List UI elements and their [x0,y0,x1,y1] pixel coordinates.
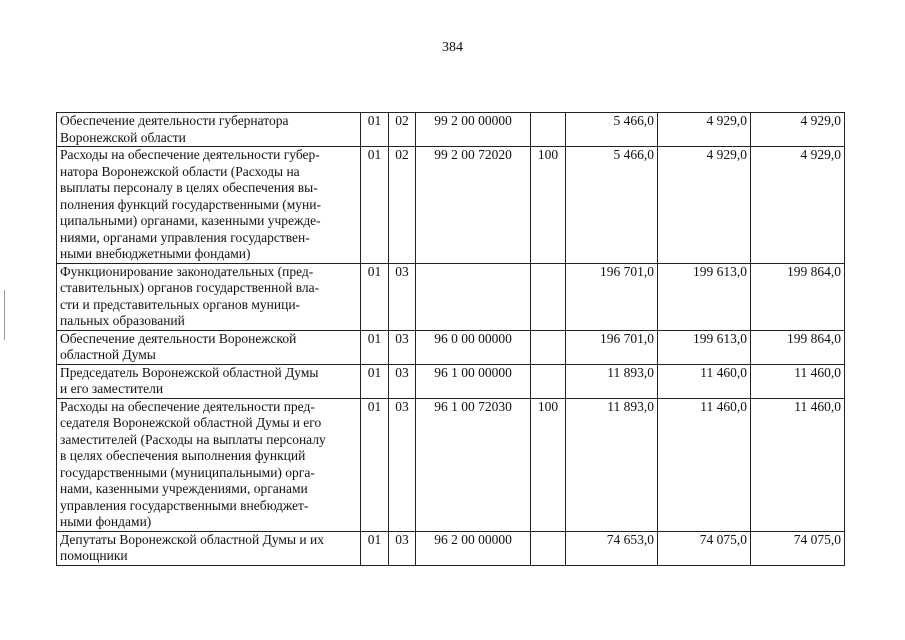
table-row [57,398,845,531]
row-name-cell [57,398,361,531]
amount-year-3-cell: 199 864,0 [751,330,845,364]
target-article-cell [416,263,531,330]
row-name-line: областной Думы [60,347,156,362]
row-name-line: ными внебюджетными фондами) [60,246,251,261]
row-name-line: нами, казенными учреждениями, органами [60,481,308,496]
amount-year-3-cell: 11 460,0 [751,398,845,531]
row-name-line: ципальными) органами, казенными учрежде- [60,213,321,228]
amount-year-2-cell: 11 460,0 [658,364,751,398]
amount-year-3-cell: 4 929,0 [751,113,845,147]
row-name-line: помощники [60,548,128,563]
row-name-line: седателя Воронежской областной Думы и его [60,415,322,430]
subsection-code-cell: 03 [389,531,416,565]
amount-year-2-cell: 74 075,0 [658,531,751,565]
row-name-line: Расходы на обеспечение деятельности пред- [60,398,315,414]
amount-year-2-cell: 199 613,0 [658,330,751,364]
row-name-cell [57,113,361,147]
expense-type-cell [531,531,566,565]
section-code-cell: 01 [361,147,389,264]
row-name-line: полнения функций государственными (муни- [60,196,321,212]
row-name-cell [57,364,361,398]
table-body [57,113,845,566]
row-name-cell [57,147,361,264]
row-name-line: и его заместители [60,381,164,396]
target-article-cell: 96 1 00 72030 [416,398,531,531]
table-row [57,364,845,398]
section-code-cell: 01 [361,364,389,398]
target-article-cell: 99 2 00 72020 [416,147,531,264]
section-code-cell: 01 [361,531,389,565]
subsection-code-cell: 02 [389,147,416,264]
row-name-line: Обеспечение деятельности губернатора [60,113,289,128]
row-name-line: ниями, органами управления государствен- [60,229,310,245]
amount-year-3-cell: 4 929,0 [751,147,845,264]
row-name-line: Председатель Воронежской областной Думы [60,364,319,380]
amount-year-2-cell: 199 613,0 [658,263,751,330]
subsection-code-cell: 03 [389,398,416,531]
row-name-line: управления государственными внебюджет- [60,497,309,513]
row-name-line: ставительных) органов государственной вла- [60,280,320,295]
expense-type-cell [531,263,566,330]
expense-type-cell: 100 [531,147,566,264]
row-name-line: сти и представительных органов муници- [60,296,301,312]
row-name-line: натора Воронежской области (Расходы на [60,163,300,179]
amount-year-3-cell: 199 864,0 [751,263,845,330]
row-name-line: Депутаты Воронежской областной Думы и их [60,531,324,547]
section-code-cell: 01 [361,398,389,531]
amount-year-1-cell: 196 701,0 [566,330,658,364]
row-name-line: Обеспечение деятельности Воронежской [60,330,297,346]
amount-year-1-cell: 11 893,0 [566,398,658,531]
row-name-line: выплаты персоналу в целях обеспечения вы- [60,180,318,195]
row-name-line: Воронежской области [60,129,186,145]
row-name-line: государственными (муниципальными) орга- [60,464,315,480]
table-row [57,147,845,264]
amount-year-1-cell: 196 701,0 [566,263,658,330]
row-name-cell [57,330,361,364]
amount-year-3-cell: 74 075,0 [751,531,845,565]
budget-table [56,112,845,566]
table-row [57,113,845,147]
row-name-line: Расходы на обеспечение деятельности губер- [60,147,320,162]
amount-year-1-cell: 11 893,0 [566,364,658,398]
amount-year-1-cell: 5 466,0 [566,147,658,264]
subsection-code-cell: 03 [389,330,416,364]
target-article-cell: 96 1 00 00000 [416,364,531,398]
row-name-line: в целях обеспечения выполнения функций [60,448,306,463]
table-row [57,330,845,364]
section-code-cell: 01 [361,330,389,364]
subsection-code-cell: 02 [389,113,416,147]
amount-year-3-cell: 11 460,0 [751,364,845,398]
expense-type-cell [531,330,566,364]
expense-type-cell: 100 [531,398,566,531]
amount-year-2-cell: 11 460,0 [658,398,751,531]
page-number: 384 [442,40,463,55]
expense-type-cell [531,113,566,147]
row-name-line: ными фондами) [60,514,152,529]
margin-mark [4,290,5,340]
target-article-cell: 96 0 00 00000 [416,330,531,364]
amount-year-2-cell: 4 929,0 [658,113,751,147]
table-row [57,263,845,330]
amount-year-1-cell: 5 466,0 [566,113,658,147]
expense-type-cell [531,364,566,398]
section-code-cell: 01 [361,113,389,147]
target-article-cell: 96 2 00 00000 [416,531,531,565]
row-name-cell [57,263,361,330]
row-name-line: пальных образований [60,313,185,328]
subsection-code-cell: 03 [389,364,416,398]
target-article-cell: 99 2 00 00000 [416,113,531,147]
row-name-line: Функционирование законодательных (пред- [60,263,314,279]
subsection-code-cell: 03 [389,263,416,330]
amount-year-1-cell: 74 653,0 [566,531,658,565]
amount-year-2-cell: 4 929,0 [658,147,751,264]
section-code-cell: 01 [361,263,389,330]
row-name-cell [57,531,361,565]
table-row [57,531,845,565]
row-name-line: заместителей (Расходы на выплаты персоналу [60,431,326,447]
